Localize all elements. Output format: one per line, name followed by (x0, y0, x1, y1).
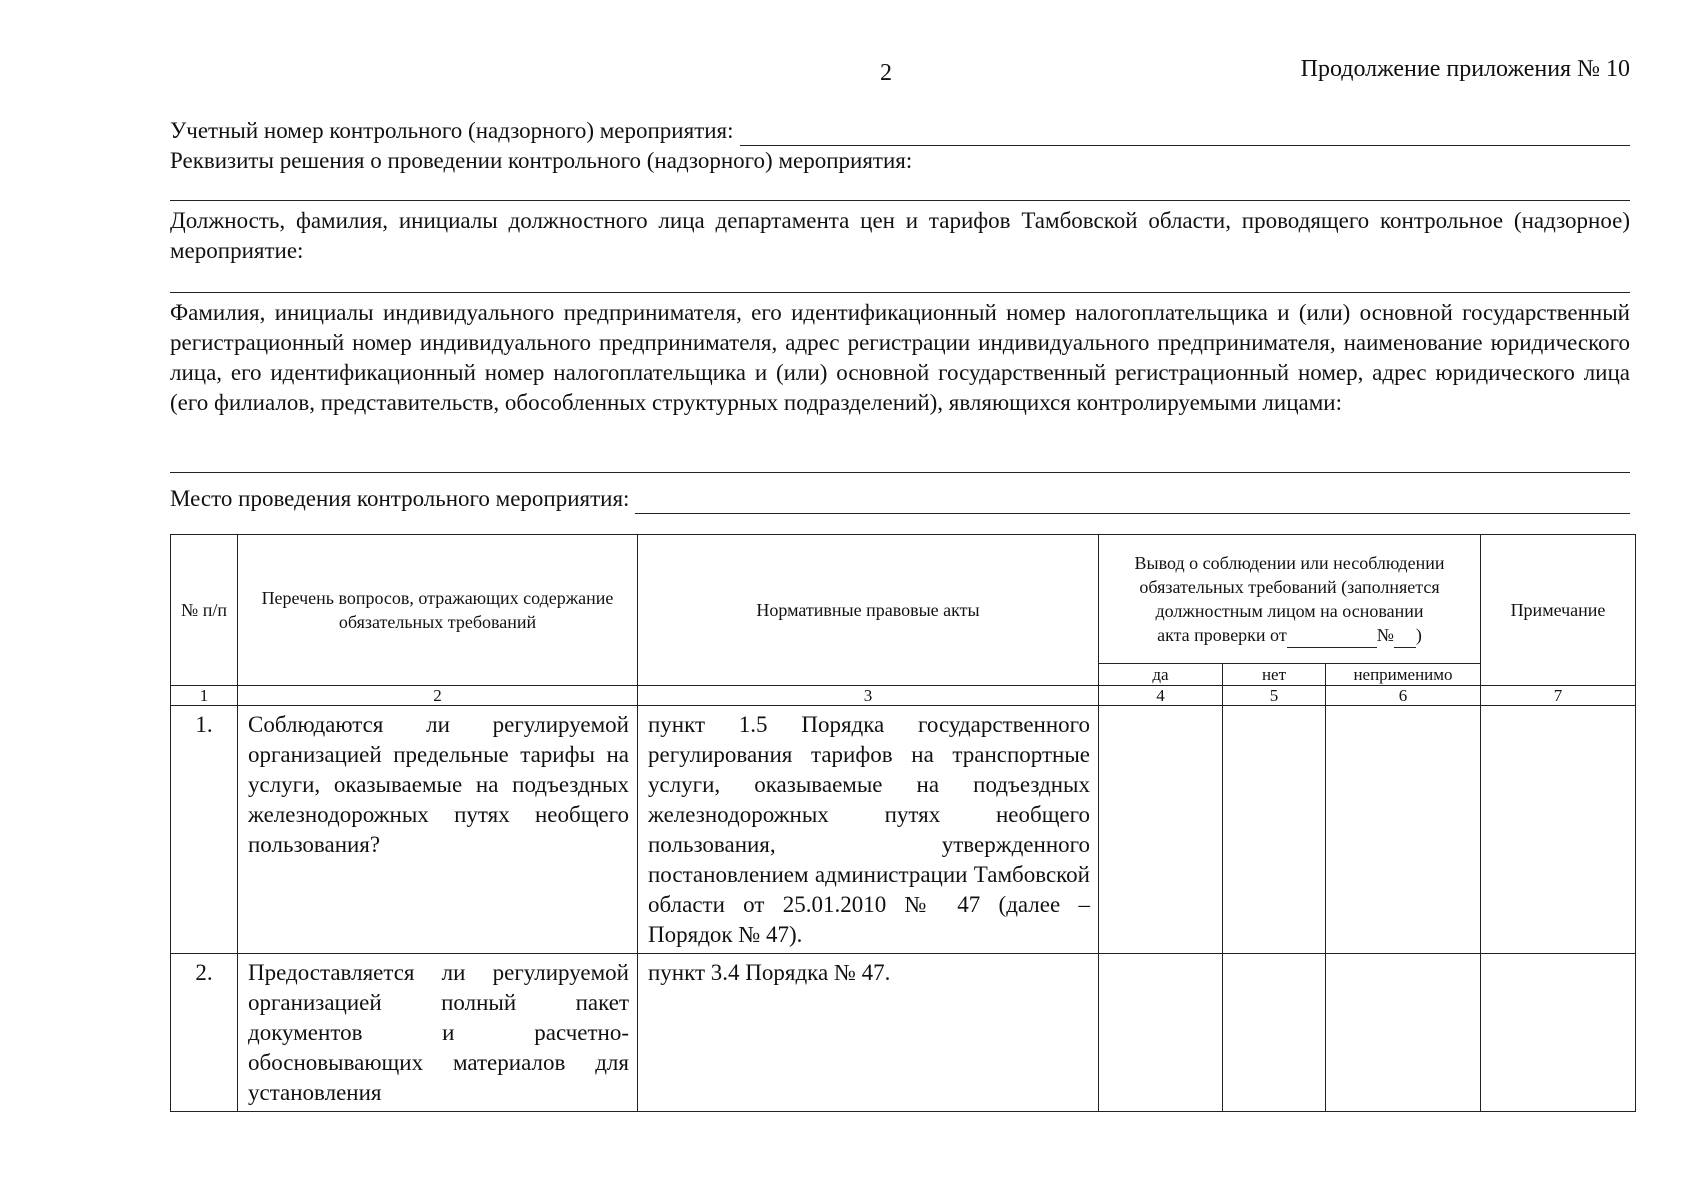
column-index: 1 (171, 686, 238, 706)
column-index: 7 (1481, 686, 1636, 706)
account-number-field (170, 116, 1630, 146)
act-date-blank (1287, 623, 1377, 648)
row-question: Соблюдаются ли регулируемой организацией предельные тарифы на услуги, оказываемые на подъездных железнодорожных путях необщего пользования? (238, 706, 638, 954)
row-number: 1. (171, 706, 238, 954)
header-no: нет (1223, 664, 1326, 686)
header-conclusion (1099, 535, 1481, 664)
column-index: 2 (238, 686, 638, 706)
cell-no[interactable] (1223, 954, 1326, 1112)
row-question: Предоставляется ли регулируемой организацией полный пакет документов и расчетно-обосновывающих материалов для установления (238, 954, 638, 1112)
header-conclusion-no: № (1376, 624, 1394, 645)
header-na: неприменимо (1326, 664, 1481, 686)
decision-details-label: Реквизиты решения о проведении контрольного (надзорного) мероприятия: (170, 148, 913, 173)
table-row (171, 706, 1636, 954)
column-index-row (171, 686, 1636, 706)
row-number: 2. (171, 954, 238, 1112)
table-row (171, 954, 1636, 1112)
place-label: Место проведения контрольного мероприятия: (170, 486, 630, 511)
header-conclusion-tail: акта проверки от (1157, 624, 1287, 645)
row-act: пункт 1.5 Порядка государственного регулирования тарифов на транспортные услуги, оказываемые на подъездных железнодорожных путях необщего пользования, утвержденного постановлением администрации Тамбовской области от 25.01.2010 № 47 (далее – Порядок № 47). (638, 706, 1099, 954)
column-index: 5 (1223, 686, 1326, 706)
table-header-row (171, 535, 1636, 664)
cell-note[interactable] (1481, 954, 1636, 1112)
account-number-label: Учетный номер контрольного (надзорного) мероприятия: (170, 118, 734, 143)
header-yes: да (1099, 664, 1223, 686)
cell-yes[interactable] (1099, 706, 1223, 954)
cell-no[interactable] (1223, 706, 1326, 954)
cell-yes[interactable] (1099, 954, 1223, 1112)
row-act: пункт 3.4 Порядка № 47. (638, 954, 1099, 1112)
act-number-blank (1394, 623, 1416, 648)
place-field (170, 484, 1630, 514)
column-index: 4 (1099, 686, 1223, 706)
header-conclusion-close: ) (1415, 624, 1422, 645)
appendix-label: Продолжение приложения № 10 (1300, 56, 1630, 82)
cell-na[interactable] (1326, 954, 1481, 1112)
cell-note[interactable] (1481, 706, 1636, 954)
place-line[interactable] (635, 491, 1630, 514)
header-questions: Перечень вопросов, отражающих содержание обязательных требований (238, 535, 638, 686)
column-index: 3 (638, 686, 1099, 706)
controlled-persons-label: Фамилия, инициалы индивидуального предпринимателя, его идентификационный номер налогоплательщика и (или) основной государственный регистрационный номер индивидуального предпринимателя, адрес регистрации индивидуального предпринимателя, наименование юридического лица, его идентификационный номер налогоплательщика и (или) основной государственный регистрационный номер, адрес юридического лица (его филиалов, представительств, обособленных структурных подразделений), являющихся контролируемыми лицами: (170, 300, 1630, 415)
header-note: Примечание (1481, 535, 1636, 686)
official-label: Должность, фамилия, инициалы должностного лица департамента цен и тарифов Тамбовской области, проводящего контрольное (надзорное) мероприятие: (170, 208, 1630, 263)
page-number: 2 (880, 60, 892, 86)
decision-details-line[interactable] (170, 200, 1630, 201)
account-number-line[interactable] (740, 123, 1630, 146)
cell-na[interactable] (1326, 706, 1481, 954)
controlled-persons-line[interactable] (170, 472, 1630, 473)
checklist-table (170, 534, 1636, 1112)
column-index: 6 (1326, 686, 1481, 706)
official-line[interactable] (170, 292, 1630, 293)
header-conclusion-text: Вывод о соблюдении или несоблюдении обязательных требований (заполняется должностным лицом на основании (1134, 552, 1445, 621)
header-acts: Нормативные правовые акты (638, 535, 1099, 686)
header-num: № п/п (171, 535, 238, 686)
